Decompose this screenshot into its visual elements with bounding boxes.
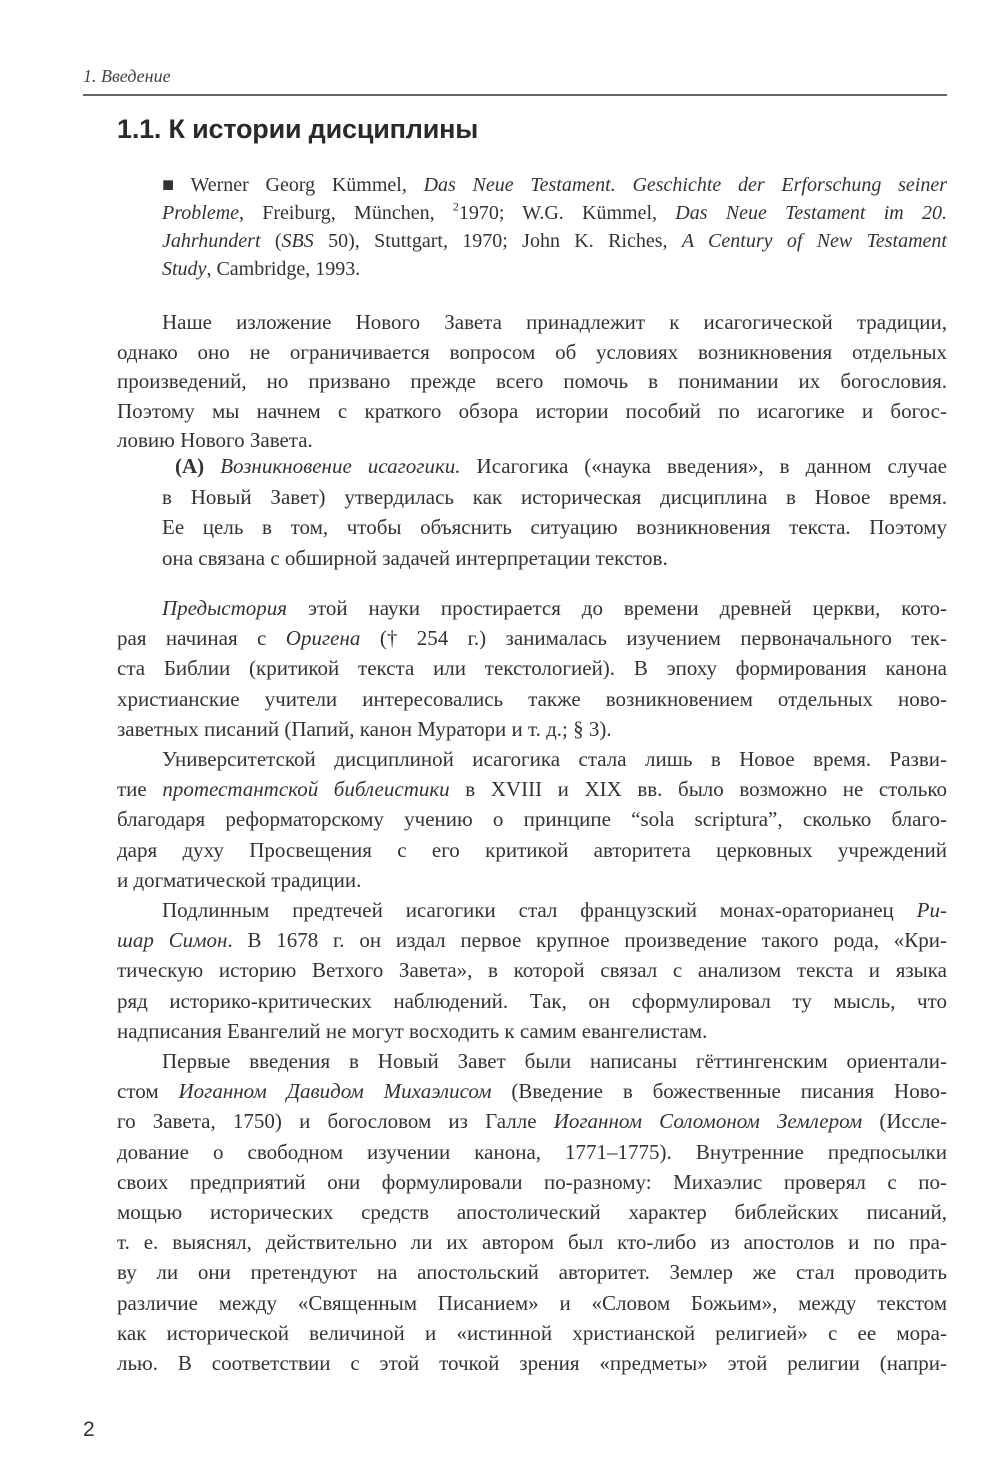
text-line xyxy=(117,955,947,985)
text-run: ста Библии (критикой текста или текстологией). В эпоху формирования канона xyxy=(117,656,947,681)
paragraph xyxy=(162,171,947,283)
text-run: христианские учители интересовались также возникновением отдельных ново- xyxy=(117,686,947,711)
text-line xyxy=(117,714,947,744)
italic-text: Иоганном Давидом Михаэлисом xyxy=(178,1079,492,1104)
text-line xyxy=(117,835,947,865)
text-line xyxy=(162,451,947,482)
paragraph xyxy=(117,895,947,1046)
italic-text: протестантской библеистики xyxy=(162,777,450,802)
italic-text: Das Neue Testament im 20. xyxy=(675,202,947,224)
running-head: 1. Введение xyxy=(83,66,171,86)
text-run: однако оно не ограничивается вопросом об условиях возникновения отдельных xyxy=(117,339,947,364)
text-run: Первые введения в Новый Завет были написаны гёттингенским ориентали- xyxy=(162,1049,947,1074)
italic-text: Study xyxy=(162,258,207,280)
text-line xyxy=(162,543,947,574)
text-run: стом xyxy=(117,1079,179,1104)
text-run: , Freiburg, München, xyxy=(239,202,453,224)
italic-text: A Century of New Testament xyxy=(681,230,947,252)
text-run: , Cambridge, 1993. xyxy=(206,258,361,280)
text-run: этой науки простирается до времени древней церкви, кото- xyxy=(287,596,947,620)
text-run: т. е. выяснял, действительно ли их автором был кто-либо из апостолов и по пра- xyxy=(117,1230,947,1255)
text-line xyxy=(117,1016,947,1046)
text-line xyxy=(117,1076,947,1106)
text-run: ловию Нового Завета. xyxy=(117,428,313,452)
text-line xyxy=(162,199,947,227)
text-run: как исторической величиной и «истинной христианской религией» с ее мора- xyxy=(117,1320,947,1345)
text-run: го Завета, 1750) и богословом из Галле xyxy=(117,1109,554,1134)
text-line xyxy=(117,744,947,774)
italic-text: Предыстория xyxy=(162,596,288,620)
text-run: 1970; W.G. Kümmel, xyxy=(458,202,676,224)
text-run: рая начиная с xyxy=(117,626,286,651)
text-run: († 254 г.) занималась изучением первоначального тек- xyxy=(360,626,947,651)
text-line xyxy=(117,1348,947,1378)
intro-paragraph xyxy=(117,308,947,456)
section-a-paragraph xyxy=(162,451,947,573)
text-run: в Новый Завет) утвердилась как историческая дисциплина в Новое время. xyxy=(162,484,947,509)
text-line xyxy=(117,1227,947,1257)
text-run: произведений, но призвано прежде всего помочь в понимании их богословия. xyxy=(117,369,947,393)
text-line xyxy=(117,308,947,338)
text-line xyxy=(117,1167,947,1197)
text-run: (Иссле- xyxy=(862,1109,947,1134)
text-line xyxy=(117,684,947,714)
italic-text: Jahrhundert xyxy=(162,230,261,252)
italic-text: Возникновение исагогики. xyxy=(220,454,461,478)
text-line xyxy=(162,482,947,513)
text-run: Ее цель в том, чтобы объяснить ситуацию возникновения текста. Поэтому xyxy=(162,515,947,539)
text-run: тие xyxy=(117,777,163,802)
text-run: заветных писаний (Папий, канон Муратори и т. д.; § 3). xyxy=(117,716,612,741)
text-run: различие между «Священным Писанием» и «Словом Божьим», между текстом xyxy=(117,1290,947,1315)
text-line xyxy=(117,653,947,683)
text-run: Подлинным предтечей исагогики стал французский монах-ораторианец xyxy=(162,898,917,923)
text-run: и догматической традиции. xyxy=(117,867,362,892)
text-run: Наше изложение Нового Завета принадлежит к исагогической традиции, xyxy=(162,310,947,334)
text-run: ( xyxy=(260,230,282,252)
text-line xyxy=(162,255,947,283)
text-line xyxy=(162,512,947,543)
text-run: ■ Werner Georg Kümmel, xyxy=(162,174,424,196)
header-rule xyxy=(83,94,947,96)
text-line xyxy=(162,171,947,199)
text-line xyxy=(117,1106,947,1136)
text-run: . В 1678 г. он издал первое крупное произведение такого рода, «Кри- xyxy=(227,928,947,953)
superscript: 2 xyxy=(452,199,459,214)
bold-text: (A) xyxy=(175,454,221,478)
italic-text: SBS xyxy=(281,230,314,252)
text-run: Поэтому мы начнем с краткого обзора истории пособий по исагогике и богос- xyxy=(117,398,947,423)
text-run: 50), Stuttgart, 1970; John K. Riches, xyxy=(313,230,682,252)
italic-text: Оригена xyxy=(285,626,361,651)
text-line xyxy=(117,1257,947,1287)
text-line xyxy=(117,367,947,397)
text-line xyxy=(117,774,947,804)
text-run: Университетской дисциплиной исагогика стала лишь в Новое время. Разви- xyxy=(162,747,947,772)
text-run: благодаря реформаторскому учению о принципе “sola scriptura”, сколько благо- xyxy=(117,807,947,832)
text-line xyxy=(117,1046,947,1076)
text-line xyxy=(117,986,947,1016)
page-number: 2 xyxy=(83,1418,95,1441)
section-title: 1.1. К истории дисциплины xyxy=(117,114,479,144)
text-line xyxy=(117,623,947,653)
text-line xyxy=(162,227,947,255)
italic-text: Ри- xyxy=(916,898,947,923)
text-line xyxy=(117,1137,947,1167)
paragraph xyxy=(117,744,947,895)
text-run: Исагогика («наука введения», в данном случае xyxy=(460,454,947,478)
text-run: надписания Евангелий не могут восходить к самим евангелистам. xyxy=(117,1018,708,1043)
text-run: мощью исторических средств апостолический характер библейских писаний, xyxy=(117,1200,947,1225)
text-line xyxy=(117,593,947,623)
italic-text: Probleme xyxy=(162,202,240,224)
paragraph xyxy=(117,1046,947,1378)
italic-text: Иоганном Соломоном Землером xyxy=(553,1109,863,1134)
text-run: лью. В соответствии с этой точкой зрения «предметы» этой религии (напри- xyxy=(117,1351,947,1376)
paragraph xyxy=(162,451,947,573)
text-run: даря духу Просвещения с его критикой авторитета церковных учреждений xyxy=(117,837,947,862)
text-line xyxy=(117,1288,947,1318)
italic-text: Das Neue Testament. Geschichte der Erforschung seiner xyxy=(423,174,947,196)
text-line xyxy=(117,1318,947,1348)
text-run: ву ли они претендуют на апостольский авторитет. Землер же стал проводить xyxy=(117,1260,947,1285)
bibliography-block xyxy=(162,171,947,283)
paragraph xyxy=(117,593,947,744)
text-line xyxy=(117,925,947,955)
main-text xyxy=(117,593,947,1378)
text-line xyxy=(117,804,947,834)
text-run: дование о свободном изучении канона, 1771–1775). Внутренние предпосылки xyxy=(117,1139,947,1164)
text-line xyxy=(117,1197,947,1227)
italic-text: шар Симон xyxy=(117,928,228,953)
text-line xyxy=(117,895,947,925)
text-line xyxy=(117,397,947,427)
text-run: в XVIII и XIX вв. было возможно не столько xyxy=(449,777,947,802)
paragraph xyxy=(117,308,947,456)
text-run: она связана с обширной задачей интерпретации текстов. xyxy=(162,545,668,570)
text-line xyxy=(117,338,947,368)
text-run: (Введение в божественные писания Ново- xyxy=(491,1079,947,1104)
text-run: своих предприятий они формулировали по-разному: Михаэлис проверял с по- xyxy=(117,1169,947,1194)
text-run: тическую историю Ветхого Завета», в которой связал с анализом текста и языка xyxy=(117,958,947,983)
text-run: ряд историко-критических наблюдений. Так, он сформулировал ту мысль, что xyxy=(117,988,947,1013)
text-line xyxy=(117,865,947,895)
